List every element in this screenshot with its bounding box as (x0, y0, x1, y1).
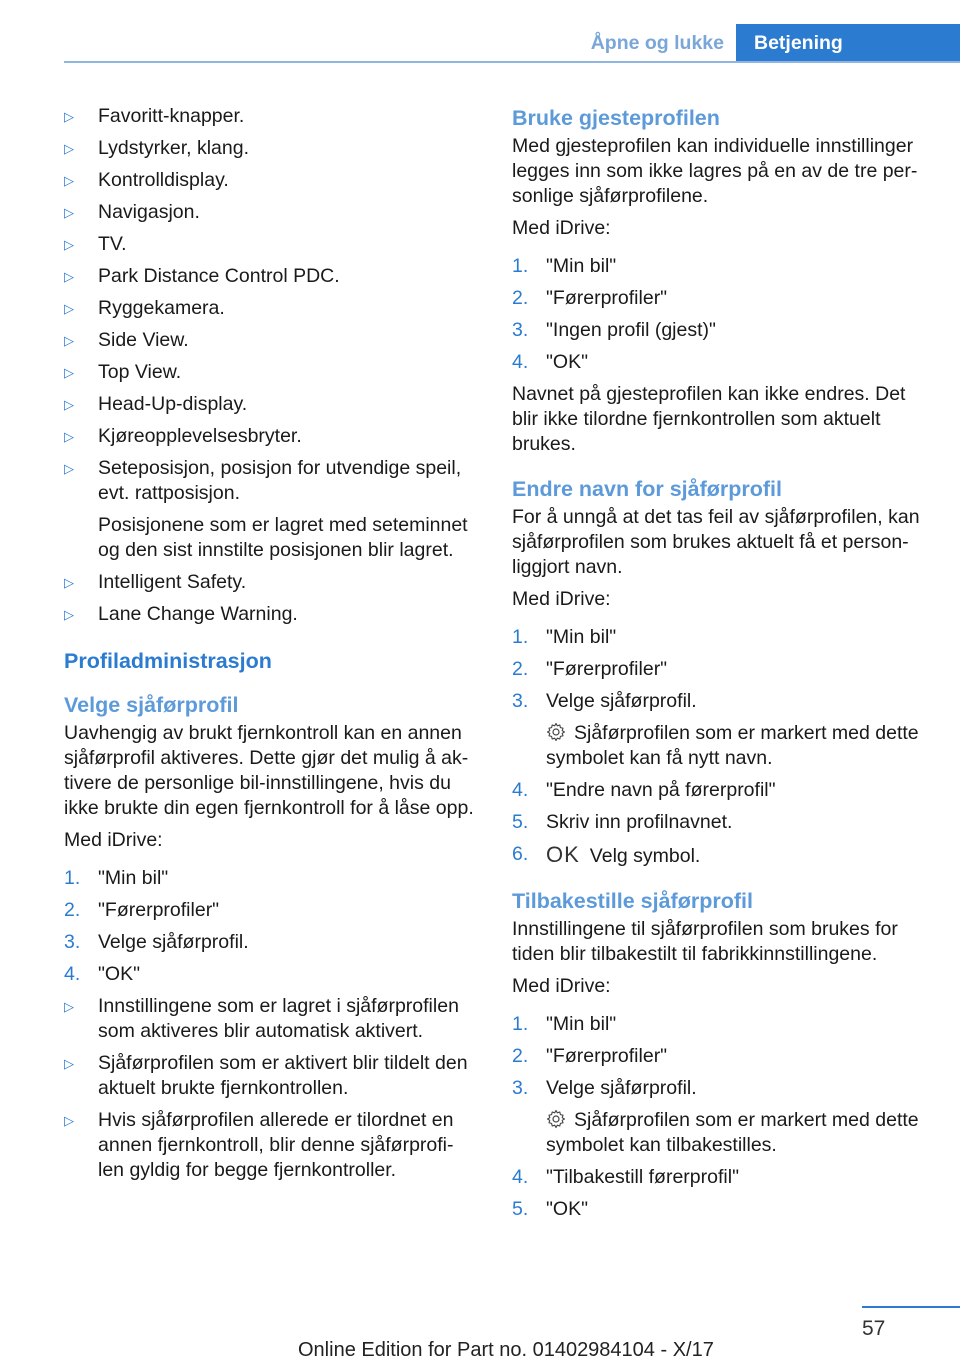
item-text: Ryggekamera. (98, 297, 225, 319)
list-item (64, 328, 478, 353)
item-text: Sjåførprofilen som er aktivert blir tildelt den aktuelt brukte fjernkontrollen. (98, 1052, 468, 1099)
triangle-bullet-icon: ▷ (64, 109, 74, 124)
step-number: 5. (512, 1198, 529, 1220)
item-text: Lydstyrker, klang. (98, 137, 250, 159)
item-text: Navigasjon. (98, 201, 200, 223)
list-item (512, 1197, 932, 1222)
list-item (64, 168, 478, 193)
triangle-bullet-icon: ▷ (64, 607, 74, 622)
triangle-bullet-icon: ▷ (64, 269, 74, 284)
list-item (512, 810, 932, 835)
list-item (64, 136, 478, 161)
item-text: Innstillingene som er lagret i sjåførprofilen som aktiveres blir automatisk aktivert. (98, 995, 459, 1042)
triangle-bullet-icon: ▷ (64, 237, 74, 252)
triangle-bullet-icon: ▷ (64, 1113, 74, 1128)
item-text: "Førerprofiler" (546, 658, 668, 680)
item-text: Park Distance Control PDC. (98, 265, 340, 287)
item-text: "Ingen profil (gjest)" (546, 319, 716, 341)
idrive-label: Med iDrive: (512, 588, 611, 610)
step-list (512, 625, 932, 869)
footer-edition: Online Edition for Part no. 01402984104 - X/17 (298, 1339, 714, 1361)
item-text: "Førerprofiler" (546, 1045, 668, 1067)
list-item (64, 602, 478, 627)
subsection-heading: Endre navn for sjåførprofil (512, 477, 782, 501)
item-text: Skriv inn profilnavnet. (546, 811, 733, 833)
bullet-text: Seteposisjon, posisjon for utvendige speil, evt. rattposisjon. (98, 457, 462, 504)
list-item (64, 1051, 478, 1101)
gear-icon (546, 1109, 566, 1129)
item-text: Velge sjåførprofil. (98, 931, 249, 953)
step-number: 3. (512, 319, 529, 341)
list-item (64, 264, 478, 289)
list-item (64, 570, 478, 595)
item-text: "Førerprofiler" (98, 899, 220, 921)
triangle-bullet-icon: ▷ (64, 365, 74, 380)
list-item (64, 994, 478, 1044)
triangle-bullet-icon: ▷ (64, 461, 74, 476)
triangle-bullet-icon: ▷ (64, 999, 74, 1014)
list-item (512, 1165, 932, 1190)
section-heading: Profiladministrasjon (64, 649, 272, 673)
step-number: 4. (512, 779, 529, 801)
triangle-bullet-icon: ▷ (64, 301, 74, 316)
step-number: 6. (512, 843, 529, 865)
paragraph: For å unngå at det tas feil av sjåførprofilen, kan sjåførprofilen som brukes aktuelt få et person-liggjort navn. (512, 506, 920, 578)
list-item (64, 360, 478, 385)
list-item (64, 424, 478, 449)
list-item (512, 350, 932, 375)
step-number: 5. (512, 811, 529, 833)
item-text-label: Velg symbol. (589, 845, 701, 867)
idrive-label: Med iDrive: (512, 217, 611, 239)
step-number: 2. (512, 287, 529, 309)
step-note-text: Sjåførprofilen som er markert med dette symbolet kan få nytt navn. (546, 722, 919, 769)
step-number: 4. (64, 963, 81, 985)
step-number: 4. (512, 351, 529, 373)
list-item (512, 842, 932, 869)
triangle-bullet-icon: ▷ (64, 1056, 74, 1071)
step-number: 3. (64, 931, 81, 953)
list-item (64, 104, 478, 129)
list-item (512, 286, 932, 311)
gear-icon (546, 722, 566, 742)
step-number: 1. (512, 1013, 529, 1035)
step-list (64, 866, 478, 987)
step-number: 2. (512, 1045, 529, 1067)
item-text: "Min bil" (546, 255, 617, 277)
list-item (64, 392, 478, 417)
item-text: "OK" (98, 963, 141, 985)
feature-bullet-list (64, 104, 478, 449)
item-text: Top View. (98, 361, 182, 383)
step-note (546, 721, 932, 771)
item-text: "OK" (546, 351, 589, 373)
page-number: 57 (862, 1317, 886, 1340)
item-text: TV. (98, 233, 127, 255)
step-note-text: Sjåførprofilen som er markert med dette symbolet kan tilbakestilles. (546, 1109, 919, 1156)
list-item (64, 866, 478, 891)
footer-rule (862, 1306, 960, 1308)
subsection-heading: Tilbakestille sjåførprofil (512, 889, 753, 913)
left-column (64, 104, 478, 1190)
list-item (64, 930, 478, 955)
list-item (512, 1076, 932, 1158)
idrive-label: Med iDrive: (512, 975, 611, 997)
paragraph: Med gjesteprofilen kan individuelle innstillinger legges inn som ikke lagres på en av de tre per-sonlige sjåførprofilene. (512, 135, 918, 207)
step-number: 1. (512, 626, 529, 648)
item-text: Favoritt-knapper. (98, 105, 245, 127)
item-text: Head-Up-display. (98, 393, 248, 415)
list-item (512, 318, 932, 343)
triangle-bullet-icon: ▷ (64, 205, 74, 220)
item-text: Intelligent Safety. (98, 571, 247, 593)
item-text: Hvis sjåførprofilen allerede er tilordnet en annen fjernkontroll, blir denne sjåførprofi-len gyldig for begge fjernkontroller. (98, 1109, 454, 1181)
item-text: "Endre navn på førerprofil" (546, 779, 776, 801)
item-text: Velge sjåførprofil. (546, 690, 697, 712)
paragraph: Innstillingene til sjåførprofilen som brukes for tiden blir tilbakestilt til fabrikkinnstillingene. (512, 918, 898, 965)
feature-bullet-list-2 (64, 570, 478, 627)
bullet-subnote: Posisjonene som er lagret med seteminnet og den sist innstilte posisjonen blir lagret. (98, 514, 468, 561)
item-text: "Min bil" (546, 626, 617, 648)
right-column (512, 104, 932, 1229)
triangle-bullet-icon: ▷ (64, 141, 74, 156)
item-text: Side View. (98, 329, 189, 351)
paragraph: Navnet på gjesteprofilen kan ikke endres. Det blir ikke tilordne fjernkontrollen som aktuelt brukes. (512, 383, 906, 455)
step-note (546, 1108, 932, 1158)
list-item (64, 962, 478, 987)
triangle-bullet-icon: ▷ (64, 333, 74, 348)
paragraph: Uavhengig av brukt fjernkontroll kan en annen sjåførprofil aktiveres. Dette gjør det mulig å ak-tivere de personlige bil-innstillingene, hvis du ikke brukte din egen fjernkontroll for å låse opp. (64, 722, 474, 819)
item-text: Kjøreopplevelsesbryter. (98, 425, 302, 447)
list-item (512, 657, 932, 682)
list-item (64, 456, 478, 563)
list-item (512, 1044, 932, 1069)
list-item (64, 1108, 478, 1183)
step-number: 4. (512, 1166, 529, 1188)
list-item (64, 296, 478, 321)
step-number: 2. (64, 899, 81, 921)
list-item (64, 232, 478, 257)
item-text: Kontrolldisplay. (98, 169, 229, 191)
item-text: "Min bil" (546, 1013, 617, 1035)
item-text: Lane Change Warning. (98, 603, 298, 625)
triangle-bullet-icon: ▷ (64, 575, 74, 590)
triangle-bullet-icon: ▷ (64, 397, 74, 412)
note-list (64, 994, 478, 1183)
step-number: 3. (512, 1077, 529, 1099)
list-item (512, 254, 932, 279)
list-item (512, 778, 932, 803)
item-text: "Min bil" (98, 867, 169, 889)
idrive-label: Med iDrive: (64, 829, 163, 851)
list-item (512, 1012, 932, 1037)
step-number: 1. (64, 867, 81, 889)
item-text: "Førerprofiler" (546, 287, 668, 309)
list-item (64, 898, 478, 923)
triangle-bullet-icon: ▷ (64, 173, 74, 188)
step-number: 1. (512, 255, 529, 277)
ok-symbol-icon: OK (546, 842, 580, 867)
page-header (0, 0, 960, 62)
step-number: 3. (512, 690, 529, 712)
subsection-heading: Bruke gjesteprofilen (512, 106, 720, 130)
item-text (546, 842, 932, 869)
step-list (512, 1012, 932, 1222)
subsection-heading: Velge sjåførprofil (64, 693, 239, 717)
header-rule (64, 61, 960, 63)
list-item (512, 625, 932, 650)
header-section-label: Åpne og lukke (590, 32, 724, 54)
step-list (512, 254, 932, 375)
step-number: 2. (512, 658, 529, 680)
item-text: "Tilbakestill førerprofil" (546, 1166, 739, 1188)
item-text: "OK" (546, 1198, 589, 1220)
list-item (64, 200, 478, 225)
triangle-bullet-icon: ▷ (64, 429, 74, 444)
list-item (512, 689, 932, 771)
header-active-tab: Betjening (736, 24, 960, 62)
item-text: Velge sjåførprofil. (546, 1077, 697, 1099)
